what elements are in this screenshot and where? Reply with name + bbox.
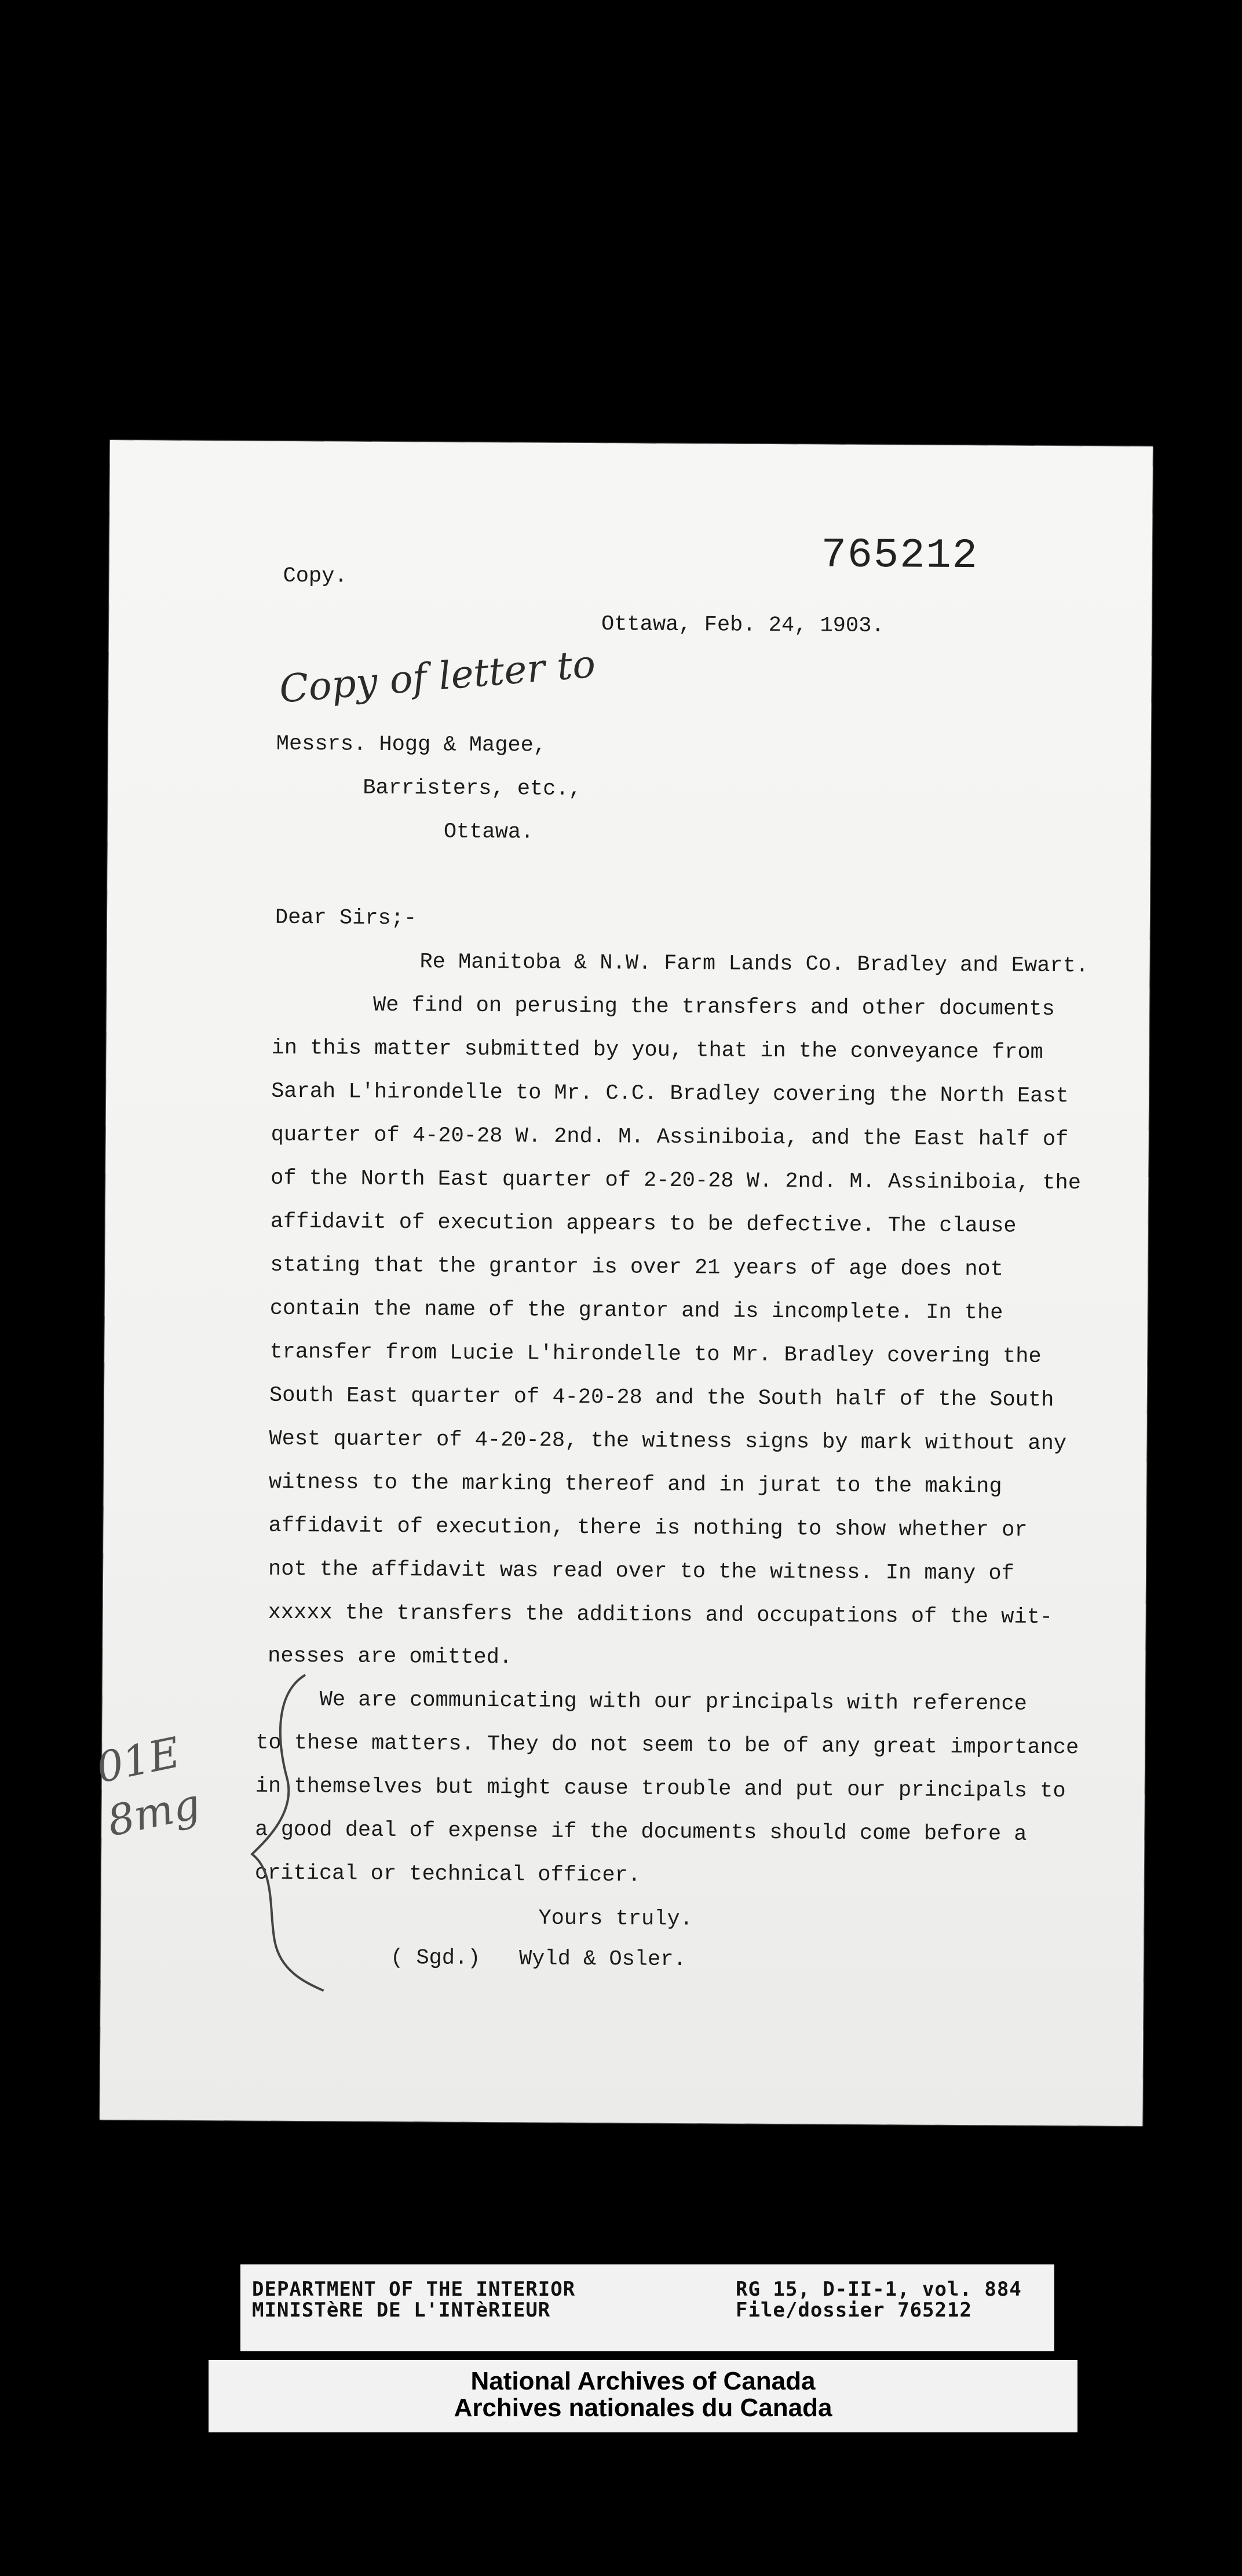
text-line: Sarah L'hirondelle to Mr. C.C. Bradley covering the North East: [271, 1079, 1069, 1109]
text-line: a good deal of expense if the documents should come before a: [255, 1817, 1027, 1847]
margin-note-line: 8mg: [103, 1779, 204, 1846]
department-fr: MINISTèRE DE L'INTèRIEUR: [252, 2298, 551, 2322]
re-line: Re Manitoba & N.W. Farm Lands Co. Bradley and Ewart.: [419, 950, 1089, 979]
handwritten-copy-note: Copy of letter to: [277, 641, 597, 712]
text-line: xxxxx the transfers the additions and occupations of the wit-: [268, 1600, 1053, 1630]
margin-brace-mark: [188, 1668, 334, 1994]
archives-name-fr: Archives nationales du Canada: [454, 2394, 832, 2423]
addressee-line: Barristers, etc.,: [363, 775, 582, 802]
text-line: We find on perusing the transfers and other documents: [372, 993, 1055, 1022]
date-line: Ottawa, Feb. 24, 1903.: [601, 612, 885, 639]
copy-label: Copy.: [283, 564, 348, 589]
file-number-stamp: 765212: [821, 531, 979, 580]
text-line: critical or technical officer.: [254, 1861, 641, 1888]
margin-note-line: 01E: [92, 1728, 184, 1792]
text-line: affidavit of execution, there is nothing to show whether or: [268, 1513, 1028, 1543]
text-line: transfer from Lucie L'hirondelle to Mr. Bradley covering the: [269, 1340, 1042, 1369]
margin-note: [92, 1724, 205, 1849]
archive-reference-label: [240, 2264, 1054, 2351]
text-line: quarter of 4-20-28 W. 2nd. M. Assiniboia, and the East half of: [271, 1122, 1069, 1152]
letter-page: [92, 440, 1153, 2126]
archives-name-en: National Archives of Canada: [470, 2367, 816, 2395]
text-line: of the North East quarter of 2-20-28 W. 2nd. M. Assiniboia, the: [271, 1166, 1082, 1196]
department-en: DEPARTMENT OF THE INTERIOR: [252, 2278, 576, 2301]
archives-banner: [209, 2360, 1077, 2432]
addressee-line: Ottawa.: [443, 819, 534, 845]
department-label: [252, 2279, 575, 2321]
salutation: Dear Sirs;-: [275, 905, 417, 931]
text-line: South East quarter of 4-20-28 and the South half of the South: [269, 1383, 1054, 1413]
text-line: We are communicating with our principals with reference: [319, 1688, 1028, 1717]
text-line: in themselves but might cause trouble and put our principals to: [255, 1774, 1066, 1804]
text-line: stating that the grantor is over 21 years of age does not: [270, 1253, 1004, 1282]
text-line: in this matter submitted by you, that in the conveyance from: [271, 1035, 1043, 1065]
text-line: contain the name of the grantor and is incomplete. In the: [269, 1296, 1003, 1326]
reference-file: File/dossier 765212: [736, 2298, 972, 2322]
text-line: witness to the marking thereof and in jurat to the making: [268, 1470, 1002, 1499]
reference-volume: RG 15, D-II-1, vol. 884: [736, 2278, 1022, 2301]
closing: Yours truly.: [538, 1906, 693, 1932]
signature: ( Sgd.) Wyld & Osler.: [390, 1946, 686, 1973]
text-line: affidavit of execution appears to be defective. The clause: [270, 1209, 1017, 1239]
addressee-line: Messrs. Hogg & Magee,: [276, 731, 547, 758]
text-line: to these matters. They do not seem to be of any great importance: [255, 1730, 1079, 1761]
text-line: West quarter of 4-20-28, the witness signs by mark without any: [269, 1426, 1067, 1457]
text-line: nesses are omitted.: [268, 1644, 513, 1670]
reference-label: [736, 2279, 1022, 2321]
text-line: not the affidavit was read over to the witness. In many of: [268, 1557, 1015, 1586]
